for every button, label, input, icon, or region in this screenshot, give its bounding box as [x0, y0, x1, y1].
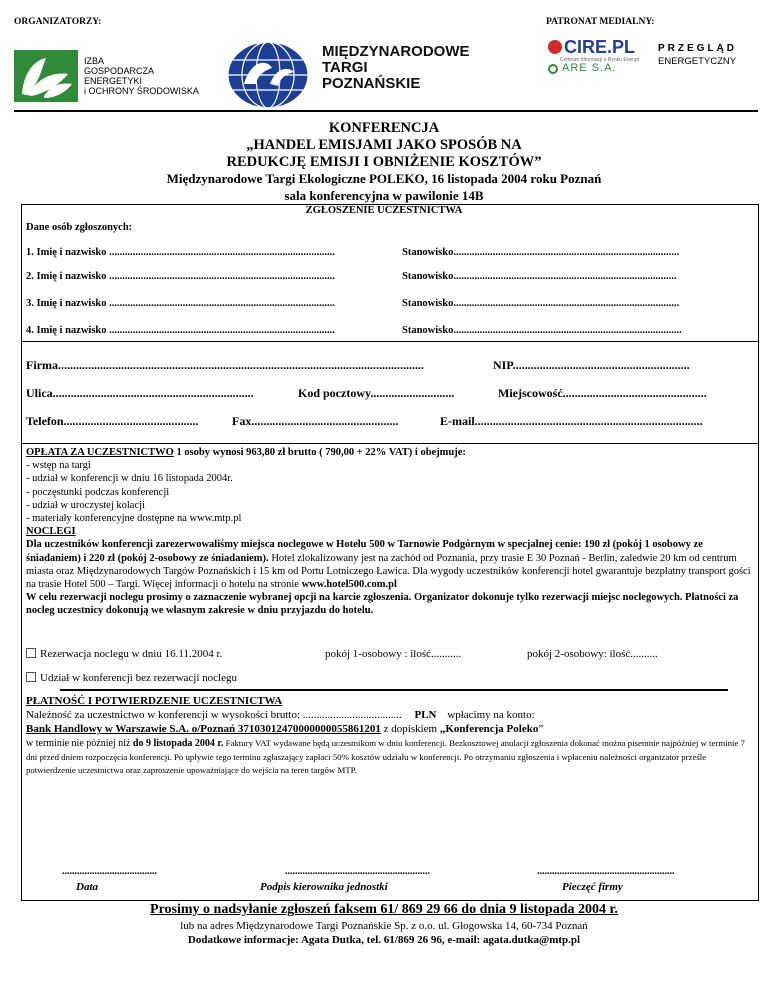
organizers-label: ORGANIZATORZY:: [14, 17, 102, 27]
checkbox-reservation[interactable]: [26, 648, 36, 658]
ulica-field[interactable]: Ulica...................................................................: [26, 386, 254, 400]
lodging-text: Dla uczestników konferencji zarezerwowaliśmy miejsca noclegowe w Hotelu 500 w Tarnowie Podgórnym w specjalnej cenie: 190 zł (pokój 1 osobowy ze śniadaniem) i 220 zł (pokój 2-osobowy ze śniadaniem). Hotel zlokalizowany jest na zachód od Poznania, przy trasie E 30 Poznań - Berlin, zaledwie 20 km od centrum miasta oraz Międzynarodowych Targów Poznańskich i 15 km od Portu Lotniczego Ławica. Dla wygody uczestników konferencji hotel gwarantuje bezpłatny transport gości na trasie Hotel 500 – Targi. Więcej informacji o hotelu na stronie www.hotel500.com.pl: [26, 539, 751, 591]
room1-field[interactable]: pokój 1-osobowy : ilość...........: [325, 648, 462, 660]
person3-name-field[interactable]: 3. Imię i nazwisko ......................................................................................: [26, 298, 335, 309]
are-icon: [548, 64, 558, 74]
fax-field[interactable]: Fax.................................................: [232, 414, 399, 428]
payment-amount-line: Należność za uczestnictwo w konferencji w wysokości brutto: .................................... PLN wpłacimy na konto:: [26, 709, 535, 721]
divider-2: [21, 443, 758, 444]
mtp-globe-icon: [226, 40, 310, 110]
fax-instructions: Prosimy o nadsyłanie zgłoszeń faksem 61/ 869 29 66 do dnia 9 listopada 2004 r.: [150, 902, 618, 917]
stamp-label: Pieczęć firmy: [562, 881, 623, 893]
title-line3: REDUKCJĘ EMISJI I OBNIŻENIE KOSZTÓW”: [226, 154, 542, 170]
manager-signature-label: Podpis kierownika jednostki: [260, 881, 388, 893]
title-line1: KONFERENCJA: [328, 120, 440, 136]
room2-field[interactable]: pokój 2-osobowy: ilość..........: [527, 648, 658, 660]
payment-terms: w terminie nie później niż do 9 listopada 2004 r. Faktury VAT wydawane będą uczestnikom w dniu konferencji. Bezkosztowej anulacji zgłoszenia dokonać można pisemnie najpóźniej w terminie 7 dni przed dniem rozpoczęcia konferencji. Po upływie tego terminu zgłaszający zapłaci 50% kosztów udziału w konferencji. Po otrzymaniu zgłoszenia i wpłaceniu należności organizator prześle potwierdzenie uczestnictwa oraz zaproszenie upoważniające do wejścia na teren targów MTP.: [26, 738, 745, 775]
header-divider: [14, 110, 758, 112]
person2-position-field[interactable]: Stanowisko.....................................................................................: [402, 271, 677, 282]
divider-3: [60, 689, 728, 691]
fee-item: - udział w konferencji w dniu 16 listopada 2004r.: [26, 473, 233, 485]
date-signature-line[interactable]: ......................................: [62, 866, 157, 877]
fee-item: - udział w uroczystej kolacji: [26, 499, 145, 511]
divider-1: [21, 341, 758, 342]
cire-logo: CIRE.PL Centrum Informacji o Rynku Energii ARE S.A.: [548, 40, 648, 78]
lodging-instructions: W celu rezerwacji noclegu prosimy o zaznaczenie wybranej opcji na karcie zgłoszenia. Organizator dokonuje tylko rezerwacji miejsc noclegowych. Płatności za nocleg uczestnicy dokonują we własnym zakresie w dniu przyjazdu do hotelu.: [26, 592, 739, 617]
miejscowosc-field[interactable]: Miejscowość................................................: [498, 386, 707, 400]
telefon-field[interactable]: Telefon.............................................: [26, 414, 199, 428]
fee-item: - materiały konferencyjne dostępne na www.mtp.pl: [26, 513, 242, 525]
patron-label: PATRONAT MEDIALNY:: [546, 17, 655, 27]
igeos-name: IZBA GOSPODARCZA ENERGETYKI i OCHRONY ŚRODOWISKA: [84, 56, 199, 96]
kod-field[interactable]: Kod pocztowy............................: [298, 386, 455, 400]
manager-signature-line[interactable]: ..........................................................: [285, 866, 430, 877]
igeos-logo-icon: [14, 50, 78, 102]
option-no-reservation[interactable]: Udział w konferencji bez rezerwacji noclegu: [26, 672, 237, 684]
form-heading: ZGŁOSZENIE UCZESTNICTWA: [305, 205, 463, 216]
przeglad-title: PRZEGLĄD: [658, 43, 737, 54]
fee-item: - wstęp na targi: [26, 460, 91, 472]
hotel-link[interactable]: www.hotel500.com.pl: [298, 579, 397, 591]
nip-field[interactable]: NIP...........................................................: [493, 358, 690, 372]
footer-contact: Dodatkowe informacje: Agata Dutka, tel. 61/869 26 96, e-mail: agata.dutka@mtp.pl: [187, 934, 581, 946]
lodging-heading: NOCLEGI: [26, 526, 76, 538]
person4-name-field[interactable]: 4. Imię i nazwisko ......................................................................................: [26, 325, 335, 336]
person4-position-field[interactable]: Stanowisko.......................................................................................: [402, 325, 682, 336]
date-label: Data: [76, 881, 98, 893]
email-field[interactable]: E-mail............................................................................: [440, 414, 703, 428]
person2-name-field[interactable]: 2. Imię i nazwisko ......................................................................................: [26, 271, 335, 282]
footer-address: lub na adres Międzynarodowe Targi Poznańskie Sp. z o.o. ul. Głogowska 14, 60-734 Poznań: [180, 920, 588, 932]
person1-name-field[interactable]: 1. Imię i nazwisko ......................................................................................: [26, 247, 335, 258]
person1-position-field[interactable]: Stanowisko......................................................................................: [402, 247, 680, 258]
bank-account: Bank Handlowy w Warszawie S.A. o/Poznań 37103012470000000055861201: [26, 723, 381, 735]
cire-dot-icon: [548, 40, 562, 54]
checkbox-no-reservation[interactable]: [26, 672, 36, 682]
bank-line: Bank Handlowy w Warszawie S.A. o/Poznań 37103012470000000055861201 z dopiskiem „Konferencja Poleko”: [26, 723, 544, 735]
fee-heading: OPŁATA ZA UCZESTNICTWO: [26, 447, 174, 458]
payment-heading: PŁATNOŚĆ I POTWIERDZENIE UCZESTNICTWA: [26, 695, 283, 707]
payment-amount-field[interactable]: Należność za uczestnictwo w konferencji w wysokości brutto: ....................................: [26, 709, 402, 721]
persons-label: Dane osób zgłoszonych:: [26, 222, 133, 233]
title-line4: Międzynarodowe Targi Ekologiczne POLEKO, 16 listopada 2004 roku Poznań: [166, 171, 602, 186]
mtp-name: MIĘDZYNARODOWE TARGI POZNAŃSKIE: [322, 43, 470, 92]
title-line5: sala konferencyjna w pawilonie 14B: [284, 188, 484, 203]
fee-item: - poczęstunki podczas konferencji: [26, 486, 170, 498]
title-line2: „HANDEL EMISJAMI JAKO SPOSÓB NA: [246, 137, 522, 153]
firma-field[interactable]: Firma..........................................................................................................................: [26, 358, 424, 372]
person3-position-field[interactable]: Stanowisko......................................................................................: [402, 298, 680, 309]
option-reservation[interactable]: Rezerwacja noclegu w dniu 16.11.2004 r.: [26, 648, 222, 660]
stamp-signature-line[interactable]: .......................................................: [537, 866, 675, 877]
energetyczny-title: ENERGETYCZNY: [658, 56, 737, 67]
fee-section: OPŁATA ZA UCZESTNICTWO 1 osoby wynosi 963,80 zł brutto ( 790,00 + 22% VAT) i obejmuje: - wstęp na targi - udział w konferencji w dniu 16 listopada 2004r. - poczęstunki podczas konferencji - udział w uroczystej kolacji - materiały konferencyjne dostępne na www.mtp.pl NOCLEGI Dla uczestników konferencji zarezerwowaliśmy miejsca noclegowe w Hotelu 500 w Tarnowie Podgórnym w specjalnej cenie: 190 zł (pokój 1 osobowy ze śniadaniem) i 220 zł (pokój 2-osobowy ze śniadaniem). Hotel zlokalizowany jest na zachód od Poznania, przy trasie E 30 Poznań - Berlin, zaledwie 20 km od centrum miasta oraz Międzynarodowych Targów Poznańskich i 15 km od Portu Lotniczego Ławica. Dla wygody uczestników konferencji hotel gwarantuje bezpłatny transport gości na trasie Hotel 500 – Targi. Więcej informacji o hotelu na stronie www.hotel500.com.pl W celu rezerwacji noclegu prosimy o zaznaczenie wybranej opcji na karcie zgłoszenia. Organizator dokonuje tylko rezerwacji miejsc noclegowych. Płatności za nocleg uczestnicy dokonują we własnym zakresie w dniu przyjazdu do hotelu.: [26, 447, 751, 617]
